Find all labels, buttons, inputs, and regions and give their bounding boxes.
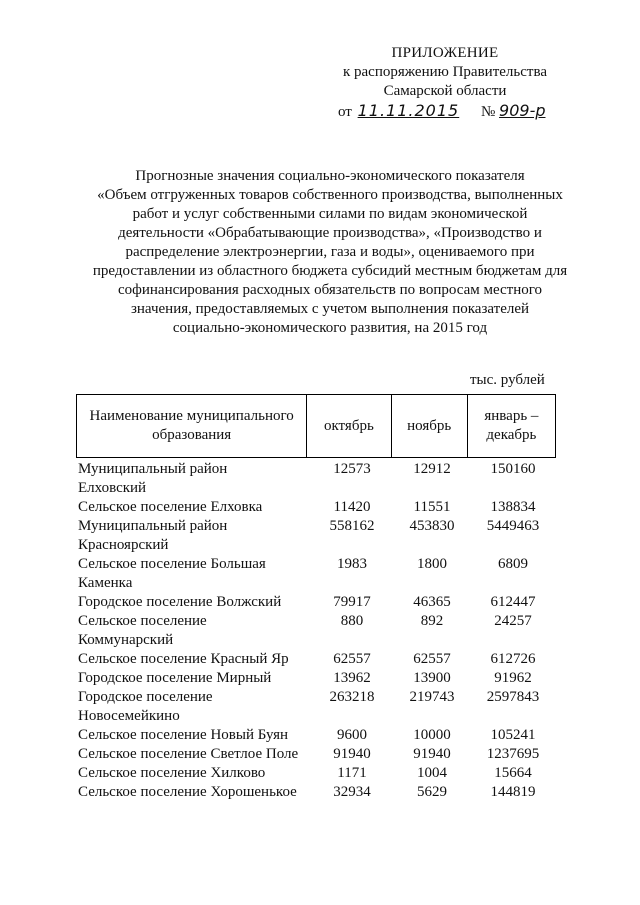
appendix-line-1: к распоряжению Правительства [342, 64, 547, 80]
october-value: 62557 [333, 651, 371, 667]
title-line: значения, предоставляемых с учетом выполнения показателей [130, 301, 530, 317]
title-line: софинансирования расходных обязательств по вопросам местного [117, 282, 543, 298]
municipality-name: Сельское поселение Большая Каменка [78, 556, 266, 591]
october-value: 79917 [333, 594, 371, 610]
municipality-name: Сельское поселение Светлое Поле [78, 746, 299, 762]
year-value: 2597843 [486, 689, 540, 705]
municipality-name: Сельское поселение Елховка [78, 499, 263, 515]
october-value: 1983 [337, 556, 367, 572]
october-value: 11420 [333, 499, 371, 515]
year-value: 612726 [490, 651, 536, 667]
title-line: социально-экономического развития, на 2015 год [172, 320, 488, 336]
number-prefix: № [480, 104, 496, 120]
october-value: 1171 [337, 765, 367, 781]
table-row [78, 669, 558, 688]
november-value: 11551 [413, 499, 451, 515]
table-row [78, 517, 558, 555]
table-row [78, 783, 558, 802]
october-value: 558162 [329, 518, 375, 534]
municipality-name: Сельское поселение Красный Яр [78, 651, 289, 667]
municipality-name: Городское поселение Волжский [78, 594, 282, 610]
table-row [78, 726, 558, 745]
november-value: 12912 [413, 461, 451, 477]
appendix-header [330, 44, 560, 122]
table-row [78, 688, 558, 726]
municipality-name: Городское поселение Мирный [78, 670, 272, 686]
november-value: 1004 [417, 765, 447, 781]
year-value: 105241 [490, 727, 536, 743]
year-value: 612447 [490, 594, 536, 610]
november-value: 219743 [409, 689, 455, 705]
table-body [78, 460, 558, 802]
october-value: 9600 [337, 727, 367, 743]
appendix-line-2: Самарской области [383, 83, 507, 99]
year-value: 6809 [498, 556, 528, 572]
municipality-name: Муниципальный район Красноярский [78, 518, 228, 553]
header-october: октябрь [307, 395, 391, 458]
table-row [78, 555, 558, 593]
table-row [78, 745, 558, 764]
october-value: 13962 [333, 670, 371, 686]
table-row [78, 460, 558, 498]
table-header [76, 394, 556, 458]
title-line: распределение электроэнергии, газа и воды», оцениваемого при [125, 244, 535, 260]
year-value: 150160 [490, 461, 536, 477]
year-value: 5449463 [486, 518, 540, 534]
title-line: «Объем отгруженных товаров собственного производства, выполненных [97, 187, 563, 203]
october-value: 880 [340, 613, 364, 629]
november-value: 892 [420, 613, 444, 629]
november-value: 13900 [413, 670, 451, 686]
title-line: работ и услуг собственными силами по видам экономической [132, 206, 528, 222]
november-value: 453830 [409, 518, 455, 534]
year-value: 1237695 [486, 746, 540, 762]
date-prefix: от [338, 104, 352, 120]
year-value: 91962 [494, 670, 532, 686]
municipality-name: Городское поселение Новосемейкино [78, 689, 213, 724]
year-value: 138834 [490, 499, 536, 515]
october-value: 263218 [329, 689, 375, 705]
year-value: 144819 [490, 784, 536, 800]
municipality-name: Сельское поселение Хорошенькое [78, 784, 297, 800]
title-line: предоставлении из областного бюджета субсидий местным бюджетам для [92, 263, 568, 279]
appendix-title: ПРИЛОЖЕНИЕ [391, 45, 499, 61]
municipality-name: Сельское поселение Новый Буян [78, 727, 289, 743]
october-value: 32934 [333, 784, 371, 800]
handwritten-date: 11.11.2015 [357, 101, 460, 120]
header-november: ноябрь [391, 395, 467, 458]
october-value: 91940 [333, 746, 371, 762]
header-municipality: Наименование муниципального образования [77, 395, 307, 458]
november-value: 10000 [413, 727, 451, 743]
unit-label: тыс. рублей [470, 372, 545, 388]
municipality-name: Сельское поселение Хилково [78, 765, 266, 781]
municipality-name: Муниципальный район Елховский [78, 461, 228, 496]
year-value: 24257 [494, 613, 532, 629]
october-value: 12573 [333, 461, 371, 477]
handwritten-number: 909-р [499, 101, 546, 120]
table-row [78, 612, 558, 650]
year-value: 15664 [494, 765, 532, 781]
table-row [78, 764, 558, 783]
appendix-date-number [338, 101, 560, 122]
table-row [78, 498, 558, 517]
municipality-name: Сельское поселение Коммунарский [78, 613, 207, 648]
title-line: Прогнозные значения социально-экономического показателя [135, 168, 525, 184]
november-value: 62557 [413, 651, 451, 667]
november-value: 5629 [417, 784, 447, 800]
november-value: 46365 [413, 594, 451, 610]
title-line: деятельности «Обрабатывающие производства», «Производство и [118, 225, 542, 241]
november-value: 91940 [413, 746, 451, 762]
table-row [78, 650, 558, 669]
table-row [78, 593, 558, 612]
header-year: январь – декабрь [467, 395, 555, 458]
november-value: 1800 [417, 556, 447, 572]
document-title [70, 167, 590, 338]
